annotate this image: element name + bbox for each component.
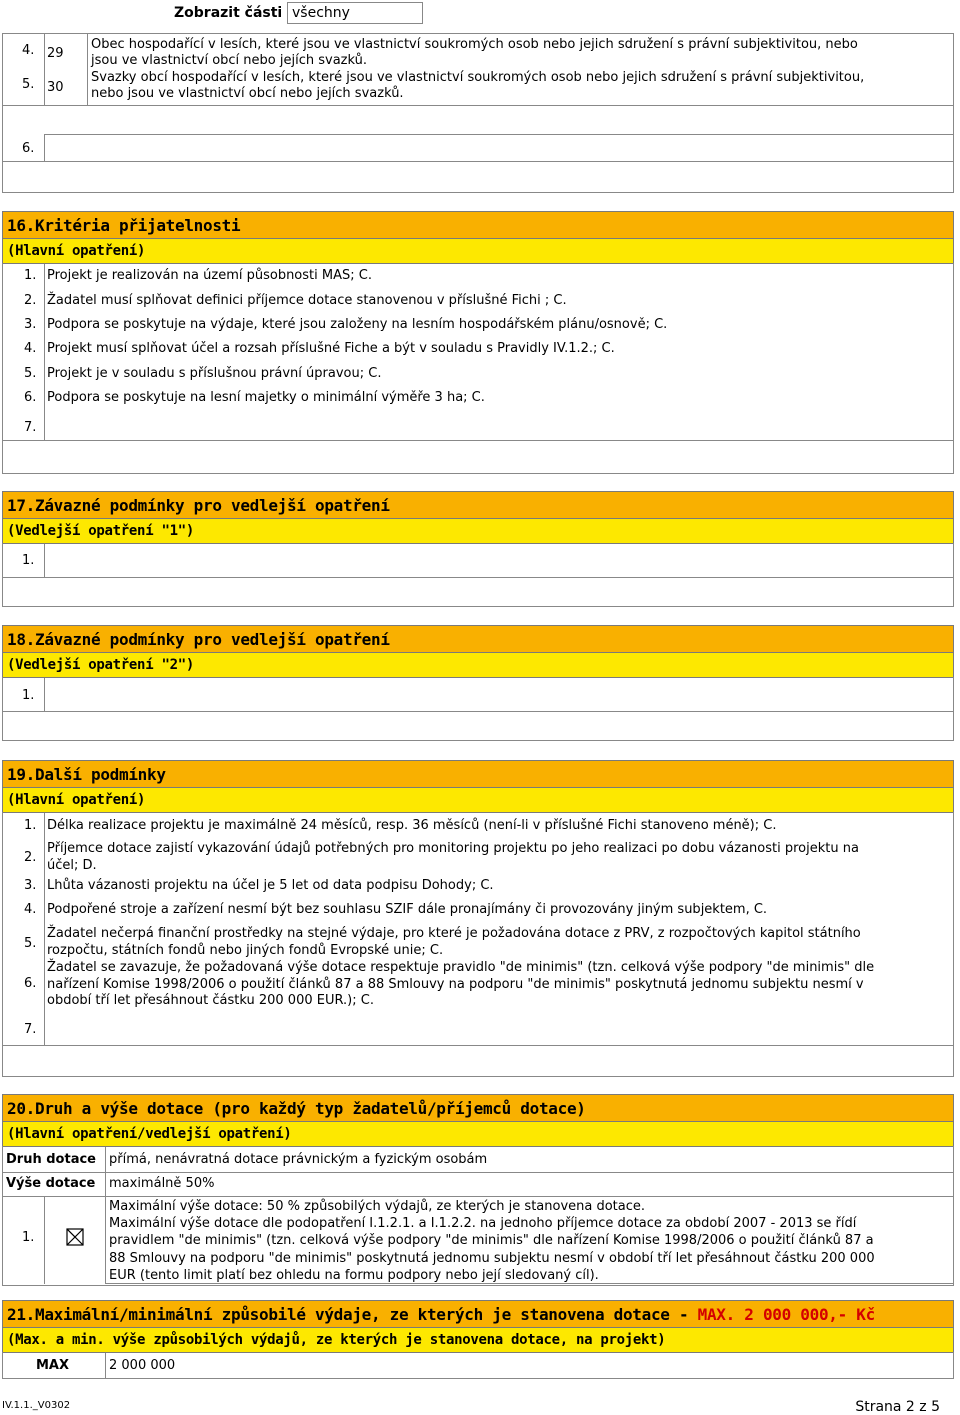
criteria-text: Podpora se poskytuje na výdaje, které jsou založeny na lesním hospodářském plánu/osnově; C. <box>47 317 668 332</box>
max-value: 2 000 000 <box>109 1358 176 1373</box>
condition-text: Příjemce dotace zajistí vykazování údajů potřebných pro monitoring projektu po jeho realizaci po dobu vázanosti projektu na účel; D. <box>47 841 859 873</box>
section-21-title: 21.Maximální/minimální způsobilé výdaje, ze kterých je stanovena dotace - MAX. 2 000 000,- Kč <box>2 1300 954 1328</box>
condition-text: Délka realizace projektu je maximálně 24 měsíců, resp. 36 měsíců (není-li v příslušné Fichi stanoveno méně); C. <box>47 818 777 833</box>
row-num: 6. <box>22 141 35 156</box>
condition-num: 4. <box>24 902 37 917</box>
criteria-num: 7. <box>24 420 37 435</box>
section-17-subtitle: (Vedlejší opatření "1") <box>2 518 954 544</box>
section-20-subtitle: (Hlavní opatření/vedlejší opatření) <box>2 1121 954 1147</box>
row-code: 30 <box>47 80 64 95</box>
criteria-num: 5. <box>24 366 37 381</box>
criteria-num: 6. <box>24 390 37 405</box>
criteria-num: 1. <box>24 268 37 283</box>
footer-page: Strana 2 z 5 <box>855 1399 940 1415</box>
condition-num: 1. <box>24 818 37 833</box>
condition-num: 2. <box>24 850 37 865</box>
row-num: 1. <box>22 1230 35 1245</box>
row-code: 29 <box>47 46 64 61</box>
row-text: Obec hospodařící v lesích, které jsou ve vlastnictví soukromých osob nebo jejich sdružení s právní subjektivitou, nebo jsou ve vlastnictví obcí nebo jejích svazků. <box>91 37 858 68</box>
section-16-subtitle: (Hlavní opatření) <box>2 238 954 264</box>
condition-text: Žadatel nečerpá finanční prostředky na stejné výdaje, pro které je požadována dotace z PRV, z rozpočtových kapitol státního rozpočtu, státních fondů nebo jiných fondů Evropské unie; C. <box>47 926 861 958</box>
criteria-num: 2. <box>24 293 37 308</box>
section-18-title: 18.Závazné podmínky pro vedlejší opatření <box>2 625 954 653</box>
section-16-title: 16.Kritéria přijatelnosti <box>2 211 954 239</box>
footer-code: IV.1.1._V0302 <box>2 1400 71 1411</box>
row-num: 1. <box>22 553 35 568</box>
section-20-title: 20.Druh a výše dotace (pro každý typ žadatelů/příjemců dotace) <box>2 1094 954 1122</box>
section-18-subtitle: (Vedlejší opatření "2") <box>2 652 954 678</box>
druh-dotace-value: přímá, nenávratná dotace právnickým a fyzickým osobám <box>109 1152 488 1167</box>
criteria-text: Podpora se poskytuje na lesní majetky o minimální výměře 3 ha; C. <box>47 390 485 405</box>
condition-text: Žadatel se zavazuje, že požadovaná výše dotace respektuje pravidlo "de minimis" (tzn. celková výše podpory "de minimis" dle nařízení Komise 1998/2006 o použití článků 87 a 88 Smlouvy na podporu "de minimis" poskytnutá jednomu subjektu nesmí v období tří let přesáhnout částku 200 000 EUR.); C. <box>47 960 875 1008</box>
condition-num: 7. <box>24 1022 37 1037</box>
vyse-dotace-label: Výše dotace <box>6 1176 96 1191</box>
section-17-box <box>2 543 954 607</box>
section-19-subtitle: (Hlavní opatření) <box>2 787 954 813</box>
criteria-text: Projekt musí splňovat účel a rozsah příslušné Fiche a být v souladu s Pravidly IV.1.2.; C. <box>47 341 615 356</box>
filter-label: Zobrazit části <box>174 5 283 21</box>
criteria-text: Žadatel musí splňovat definici příjemce dotace stanovenou v příslušné Fichi ; C. <box>47 293 567 308</box>
condition-num: 6. <box>24 976 37 991</box>
filter-select[interactable]: všechny <box>287 2 423 24</box>
criteria-num: 4. <box>24 341 37 356</box>
checkbox-icon[interactable] <box>66 1228 84 1246</box>
condition-text: Podpořené stroje a zařízení nesmí být bez souhlasu SZIF dále pronajímány či provozovány jiným subjektem, C. <box>47 902 768 917</box>
section-17-title: 17.Závazné podmínky pro vedlejší opatření <box>2 491 954 519</box>
criteria-num: 3. <box>24 317 37 332</box>
criteria-text: Projekt je v souladu s příslušnou právní úpravou; C. <box>47 366 382 381</box>
row-num: 1. <box>22 688 35 703</box>
condition-num: 5. <box>24 936 37 951</box>
vyse-dotace-value: maximálně 50% <box>109 1176 215 1191</box>
section-19-title: 19.Další podmínky <box>2 760 954 788</box>
section-18-box <box>2 677 954 741</box>
max-label: MAX <box>36 1358 70 1373</box>
condition-num: 3. <box>24 878 37 893</box>
dotace-description: Maximální výše dotace: 50 % způsobilých výdajů, ze kterých je stanovena dotace. Maximální výše dotace dle podopatření I.1.2.1. a I.1.2.2. na jednoho příjemce dotace za období 2007 - 2013 se řídí pravidlem "de minimis" (tzn. celková výše podpory "de minimis" dle nařízení Komise 1998/2006 o použití článků 87 a 88 Smlouvy na podporu "de minimis" poskytnutá jednomu subjektu nesmí v období tří let přesáhnout částku 200 000 EUR (tento limit platí bez ohledu na formu podpory nebo její sledovaný cíl). <box>109 1199 875 1283</box>
druh-dotace-label: Druh dotace <box>6 1152 96 1167</box>
section-21-subtitle: (Max. a min. výše způsobilých výdajů, ze kterých je stanovena dotace, na projekt) <box>2 1327 954 1353</box>
row-num: 4. <box>22 43 35 58</box>
criteria-text: Projekt je realizován na území působnosti MAS; C. <box>47 268 372 283</box>
condition-text: Lhůta vázanosti projektu na účel je 5 let od data podpisu Dohody; C. <box>47 878 494 893</box>
row-num: 5. <box>22 77 35 92</box>
row-text: Svazky obcí hospodařící v lesích, které jsou ve vlastnictví soukromých osob nebo jejich sdružení s právní subjektivitou, nebo jsou ve vlastnictví obcí nebo jejích svazků. <box>91 70 865 101</box>
